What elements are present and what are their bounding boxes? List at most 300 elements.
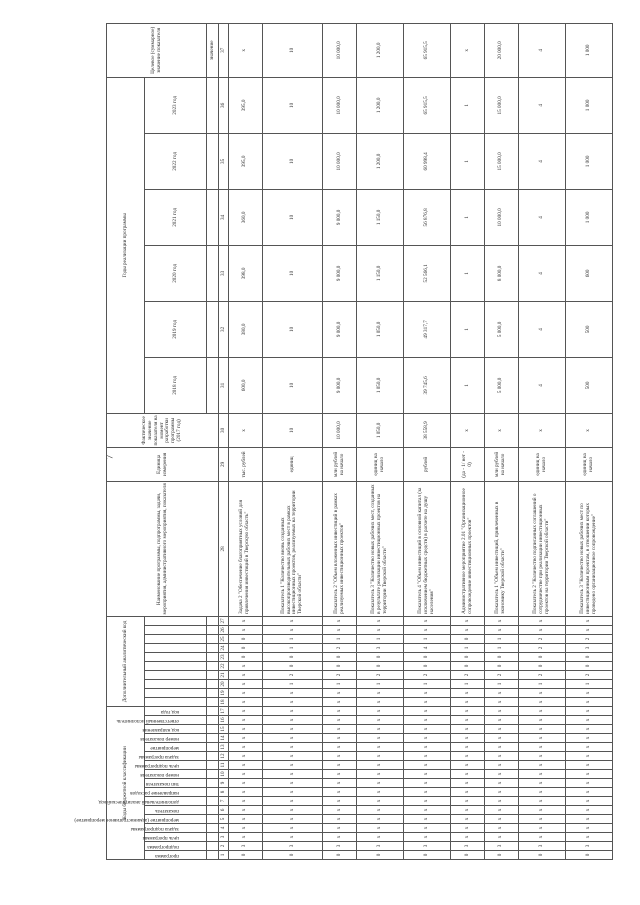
code-cell: x [404, 833, 451, 842]
column-number: 32 [219, 301, 229, 357]
code-cell: 3 [229, 842, 263, 851]
row-year-value: 1 000 [565, 189, 612, 245]
code-cell: x [404, 815, 451, 824]
row-target-value: 1 000 [565, 23, 612, 77]
code-column-title-text: номер показателя [139, 771, 179, 778]
code-cell: x [262, 761, 323, 770]
column-number: 14 [219, 734, 229, 743]
row-year-value: 10 [262, 77, 323, 133]
row-year-value: 10 [262, 245, 323, 301]
code-cell: x [518, 824, 565, 833]
code-subheader-blank [207, 698, 219, 707]
code-column-title-text: мероприятие (административное мероприятие) [73, 816, 179, 823]
code-column-title [129, 788, 207, 797]
column-number: 24 [219, 644, 229, 653]
code-cell: x [565, 806, 612, 815]
table-row [229, 23, 263, 859]
table-row [565, 23, 612, 859]
code-cell: x [323, 788, 357, 797]
unit-header: Единица измерения [107, 447, 219, 481]
code-cell: x [323, 734, 357, 743]
code-cell: x [229, 689, 263, 698]
code-column-title-text: ответственный исполнитель [116, 717, 179, 724]
row-year-value: 15 000,0 [484, 133, 518, 189]
code-subheader-blank [207, 806, 219, 815]
code-cell: 1 [262, 635, 323, 644]
column-number: 20 [219, 680, 229, 689]
row-year-value: 1 150,0 [356, 189, 403, 245]
target-subheader: значение [207, 23, 219, 77]
code-cell: x [262, 698, 323, 707]
code-subheader-blank [207, 644, 219, 653]
row-unit: единиц [262, 447, 323, 481]
code-cell: x [484, 616, 518, 625]
code-cell: x [229, 671, 263, 680]
row-year-value: 1 050,0 [356, 301, 403, 357]
code-subheader-blank [207, 761, 219, 770]
code-cell: 3 [565, 644, 612, 653]
row-target-value: 10 000,0 [323, 23, 357, 77]
program-indicators-table [73, 23, 613, 860]
code-cell: x [356, 626, 403, 635]
code-cell: 1 [404, 635, 451, 644]
code-cell: x [356, 689, 403, 698]
code-cell: x [404, 716, 451, 725]
extra-code-subcolumn [145, 680, 207, 689]
code-cell: x [323, 779, 357, 788]
year-header: 2021 год [145, 189, 207, 245]
row-year-value: 10 000,0 [323, 77, 357, 133]
code-cell: x [565, 824, 612, 833]
code-cell: 2 [323, 644, 357, 653]
column-number: 3 [219, 833, 229, 842]
code-column-title [139, 770, 207, 779]
code-cell: 0 [229, 635, 263, 644]
code-cell: 0 [518, 851, 565, 860]
code-cell: 3 [404, 842, 451, 851]
row-name: Показатель 3 "Количество новых рабочих мест, созданных в результате реализации инвестиционных проектов на территории Тверской области" [356, 481, 403, 616]
code-cell: x [229, 815, 263, 824]
row-target-value: х [451, 23, 485, 77]
row-year-value: 1 [451, 301, 485, 357]
code-cell: 2 [356, 671, 403, 680]
code-cell: x [404, 707, 451, 716]
row-year-value: 1 150,0 [356, 245, 403, 301]
code-cell: 3 [451, 842, 485, 851]
row-year-value: 1 050,0 [356, 357, 403, 413]
code-cell: x [404, 616, 451, 625]
code-cell: x [229, 680, 263, 689]
code-cell: x [518, 707, 565, 716]
code-column-title-text: код направления [141, 726, 179, 733]
code-cell: x [565, 716, 612, 725]
row-name: Показатель 2 "Количество подписанных соглашений о сотрудничестве при реализации инвестиционных проектов на территории Тверской области" [518, 481, 565, 616]
code-cell: 0 [404, 662, 451, 671]
column-number: 7 [219, 797, 229, 806]
code-cell: x [262, 824, 323, 833]
code-cell: x [323, 770, 357, 779]
row-year-value: 398,0 [229, 245, 263, 301]
column-number: 12 [219, 752, 229, 761]
row-year-value: 60 998,4 [404, 133, 451, 189]
code-cell: x [565, 725, 612, 734]
row-name: Показатель 1 "Количество вновь созданных высокопроизводительных рабочих мест в рамках инвестиционных проектов, реализуемых на территории Тверской области" [262, 481, 323, 616]
code-cell: x [451, 698, 485, 707]
code-cell: x [484, 698, 518, 707]
row-year-value: 4 [518, 133, 565, 189]
code-cell: x [356, 743, 403, 752]
code-cell: x [518, 797, 565, 806]
column-number: 31 [219, 357, 229, 413]
prev-value-header: Фактическое значение показателя на момент разработки программы (2017 год) [107, 413, 219, 447]
code-cell: x [323, 743, 357, 752]
code-cell: 1 [451, 644, 485, 653]
code-subheader-blank [207, 779, 219, 788]
code-cell: x [404, 824, 451, 833]
code-column-title [145, 743, 207, 752]
code-cell: x [404, 626, 451, 635]
code-cell: x [565, 743, 612, 752]
row-year-value: 56 876,8 [404, 189, 451, 245]
row-year-value: 39 745,6 [404, 357, 451, 413]
code-cell: x [356, 707, 403, 716]
column-number: 6 [219, 806, 229, 815]
code-cell: x [565, 689, 612, 698]
code-cell: 0 [229, 851, 263, 860]
column-number: 28 [219, 481, 229, 616]
row-year-value: 4 [518, 189, 565, 245]
code-subheader-blank [207, 833, 219, 842]
code-cell: 0 [262, 851, 323, 860]
row-prev-value: 10 [262, 413, 323, 447]
target-header: Целевое (суммарное) значение показателя [107, 23, 207, 77]
code-cell: x [356, 824, 403, 833]
row-year-value: 52 566,1 [404, 245, 451, 301]
code-cell: x [451, 806, 485, 815]
row-year-value: 600 [565, 245, 612, 301]
code-cell: x [323, 761, 357, 770]
code-cell: x [451, 788, 485, 797]
code-column-title [145, 779, 207, 788]
row-prev-value: х [229, 413, 263, 447]
code-cell: x [262, 779, 323, 788]
code-cell: x [262, 743, 323, 752]
code-column-title [73, 815, 207, 824]
code-cell: 1 [404, 680, 451, 689]
code-cell: x [323, 725, 357, 734]
code-cell: x [356, 815, 403, 824]
row-prev-value: х [451, 413, 485, 447]
column-number: 33 [219, 245, 229, 301]
code-cell: x [323, 833, 357, 842]
code-cell: x [451, 815, 485, 824]
extra-code-subcolumn [145, 644, 207, 653]
code-cell: x [518, 788, 565, 797]
code-subheader-blank [207, 824, 219, 833]
column-number: 22 [219, 662, 229, 671]
code-cell: 1 [323, 635, 357, 644]
code-cell: 0 [323, 851, 357, 860]
code-cell: 3 [518, 842, 565, 851]
code-subheader-blank [207, 770, 219, 779]
code-cell: x [404, 698, 451, 707]
row-year-value: 380,0 [229, 301, 263, 357]
code-cell: 2 [518, 635, 565, 644]
code-column-title [141, 725, 207, 734]
code-cell: x [451, 734, 485, 743]
table-row [262, 23, 323, 859]
code-cell: 0 [404, 851, 451, 860]
row-unit: единиц на начало [565, 447, 612, 481]
code-cell: x [262, 815, 323, 824]
row-year-value: 10 000,0 [323, 133, 357, 189]
code-cell: x [484, 815, 518, 824]
code-cell: x [229, 824, 263, 833]
code-cell: x [323, 752, 357, 761]
code-cell: x [484, 725, 518, 734]
extra-code-subcolumn [145, 698, 207, 707]
code-cell: x [262, 734, 323, 743]
row-unit: млн рублей на начало [484, 447, 518, 481]
table-wrapper [73, 26, 613, 860]
code-column-title-text: задача программы [138, 753, 179, 760]
budget-code-header: Коды бюджетной классификации [107, 707, 145, 860]
code-cell: x [484, 788, 518, 797]
code-cell: 1 [356, 680, 403, 689]
code-column-title [130, 824, 207, 833]
code-cell: x [451, 833, 485, 842]
column-number: 25 [219, 635, 229, 644]
table-row [356, 23, 403, 859]
code-cell: x [484, 761, 518, 770]
code-cell: 0 [323, 653, 357, 662]
code-cell: 2 [262, 671, 323, 680]
code-cell: x [356, 752, 403, 761]
row-year-value: 9 000,0 [323, 301, 357, 357]
code-cell: x [404, 734, 451, 743]
year-header: 2023 год [145, 77, 207, 133]
code-cell: x [229, 626, 263, 635]
code-cell: 0 [404, 653, 451, 662]
column-number: 35 [219, 133, 229, 189]
code-cell: x [323, 797, 357, 806]
code-cell: x [229, 716, 263, 725]
code-cell: x [323, 689, 357, 698]
table-row [323, 23, 357, 859]
extra-code-header: Дополнительный аналитический код [107, 616, 145, 706]
code-cell: x [229, 616, 263, 625]
column-number: 4 [219, 824, 229, 833]
code-cell: x [565, 734, 612, 743]
code-cell: x [356, 734, 403, 743]
code-cell: 0 [451, 662, 485, 671]
column-number: 29 [219, 447, 229, 481]
code-cell: x [229, 797, 263, 806]
row-year-value: 9 000,0 [323, 357, 357, 413]
code-column-title [145, 707, 207, 716]
column-number: 23 [219, 653, 229, 662]
code-cell: x [518, 725, 565, 734]
code-cell: x [229, 779, 263, 788]
code-cell: x [451, 725, 485, 734]
code-cell: x [518, 833, 565, 842]
row-unit: (да - 1/ нет - 0) [451, 447, 485, 481]
extra-code-subcolumn [145, 616, 207, 625]
code-subheader-blank [207, 842, 219, 851]
code-cell: 4 [404, 644, 451, 653]
row-name: Задача 2 "Обеспечение благоприятных условий для привлечения инвестиций в Тверскую область" [229, 481, 263, 616]
rotated-table-container [73, 26, 613, 860]
column-number: 15 [219, 725, 229, 734]
code-cell: 0 [518, 662, 565, 671]
code-cell: 2 [404, 671, 451, 680]
code-cell: 3 [356, 644, 403, 653]
code-subheader-blank [207, 815, 219, 824]
row-year-value: 1 000 [565, 77, 612, 133]
code-subheader-blank [207, 689, 219, 698]
code-cell: 1 [484, 680, 518, 689]
column-number: 11 [219, 761, 229, 770]
row-year-value: 600,0 [229, 357, 263, 413]
code-column-title-text: дополнительный аналитический код [98, 798, 179, 805]
row-prev-value: х [565, 413, 612, 447]
code-cell: 3 [484, 842, 518, 851]
code-cell: x [262, 616, 323, 625]
code-cell: 0 [451, 851, 485, 860]
row-year-value: 360,0 [229, 189, 263, 245]
year-header: 2022 год [145, 133, 207, 189]
code-cell: x [229, 725, 263, 734]
code-cell: x [518, 616, 565, 625]
code-cell: x [565, 788, 612, 797]
extra-code-subcolumn [145, 635, 207, 644]
code-cell: x [518, 761, 565, 770]
code-cell: x [229, 707, 263, 716]
code-cell: 0 [229, 653, 263, 662]
row-year-value: 4 [518, 77, 565, 133]
row-year-value: 1 [451, 357, 485, 413]
row-year-value: 10 [262, 301, 323, 357]
code-subheader-blank [207, 707, 219, 716]
code-cell: x [484, 824, 518, 833]
page-number: 7 [104, 454, 115, 460]
row-year-value: 4 [518, 245, 565, 301]
years-header: Годы реализации программы [107, 77, 145, 413]
code-cell: x [323, 716, 357, 725]
code-cell: x [229, 833, 263, 842]
code-column-title-text: программа [154, 852, 179, 859]
code-cell: 0 [484, 662, 518, 671]
code-cell: x [262, 707, 323, 716]
code-column-title-text: тип показателя [145, 780, 179, 787]
code-cell: x [404, 788, 451, 797]
extra-code-subcolumn [145, 626, 207, 635]
code-cell: x [484, 743, 518, 752]
code-subheader-blank [207, 616, 219, 625]
code-cell: x [356, 716, 403, 725]
row-year-value: 4 [518, 301, 565, 357]
code-cell: x [262, 716, 323, 725]
year-header: 2018 год [145, 357, 207, 413]
row-year-value: 1 [451, 189, 485, 245]
code-cell: x [565, 761, 612, 770]
row-target-value: 10 [262, 23, 323, 77]
code-column-title-text: задача подпрограммы [130, 825, 179, 832]
code-cell: x [451, 770, 485, 779]
code-cell: 1 [484, 644, 518, 653]
code-cell: x [565, 815, 612, 824]
code-cell: x [404, 797, 451, 806]
code-cell: 0 [518, 653, 565, 662]
code-cell: x [484, 779, 518, 788]
row-prev-value: 38 558,9 [404, 413, 451, 447]
code-cell: 2 [484, 671, 518, 680]
code-cell: 1 [356, 635, 403, 644]
row-year-value: 1 000 [565, 133, 612, 189]
row-year-value: 1 200,0 [356, 77, 403, 133]
code-cell: 0 [451, 635, 485, 644]
code-cell: x [518, 770, 565, 779]
row-target-value: 4 [518, 23, 565, 77]
code-cell: 2 [323, 671, 357, 680]
row-year-value: 395,0 [229, 133, 263, 189]
column-number: 10 [219, 770, 229, 779]
code-cell: 1 [262, 680, 323, 689]
code-cell: 3 [356, 842, 403, 851]
code-column-title [145, 851, 207, 860]
code-cell: x [323, 626, 357, 635]
code-cell: 0 [565, 851, 612, 860]
row-name: Показатель 3 "Количество новых рабочих мест по инвестиционным проектам, в отношении которых проведено организационное сопровождение" [565, 481, 612, 616]
code-cell: x [262, 752, 323, 761]
code-cell: 0 [565, 662, 612, 671]
code-cell: 0 [323, 662, 357, 671]
row-year-value: 15 000,0 [484, 77, 518, 133]
code-cell: x [451, 761, 485, 770]
code-cell: 1 [323, 680, 357, 689]
code-cell: 0 [356, 662, 403, 671]
code-cell: 0 [356, 653, 403, 662]
code-subheader-blank [207, 716, 219, 725]
code-cell: 3 [565, 842, 612, 851]
row-prev-value: 10 000,0 [323, 413, 357, 447]
column-number: 27 [219, 616, 229, 625]
code-subheader-blank [207, 851, 219, 860]
code-cell: x [356, 698, 403, 707]
year-subheader-blank [207, 133, 219, 189]
code-cell: 0 [484, 851, 518, 860]
code-subheader-blank [207, 635, 219, 644]
code-cell: x [451, 743, 485, 752]
code-cell: 0 [484, 653, 518, 662]
code-cell: 0 [229, 644, 263, 653]
code-cell: 1 [518, 680, 565, 689]
row-year-value: 1 [451, 77, 485, 133]
code-cell: x [451, 824, 485, 833]
code-cell: 2 [518, 671, 565, 680]
code-cell: x [565, 626, 612, 635]
row-year-value: 10 [262, 357, 323, 413]
code-cell: 0 [262, 662, 323, 671]
column-number: 8 [219, 788, 229, 797]
code-cell: x [356, 797, 403, 806]
row-year-value: 395,0 [229, 77, 263, 133]
code-column-title-text: код года [160, 708, 179, 715]
table-row [484, 23, 518, 859]
code-cell: x [323, 698, 357, 707]
name-header: Наименование программы, подпрограммы, задачи, мероприятия, административного мероприятия, показателя [107, 481, 219, 616]
code-column-title-text: цель подпрограммы [134, 762, 179, 769]
